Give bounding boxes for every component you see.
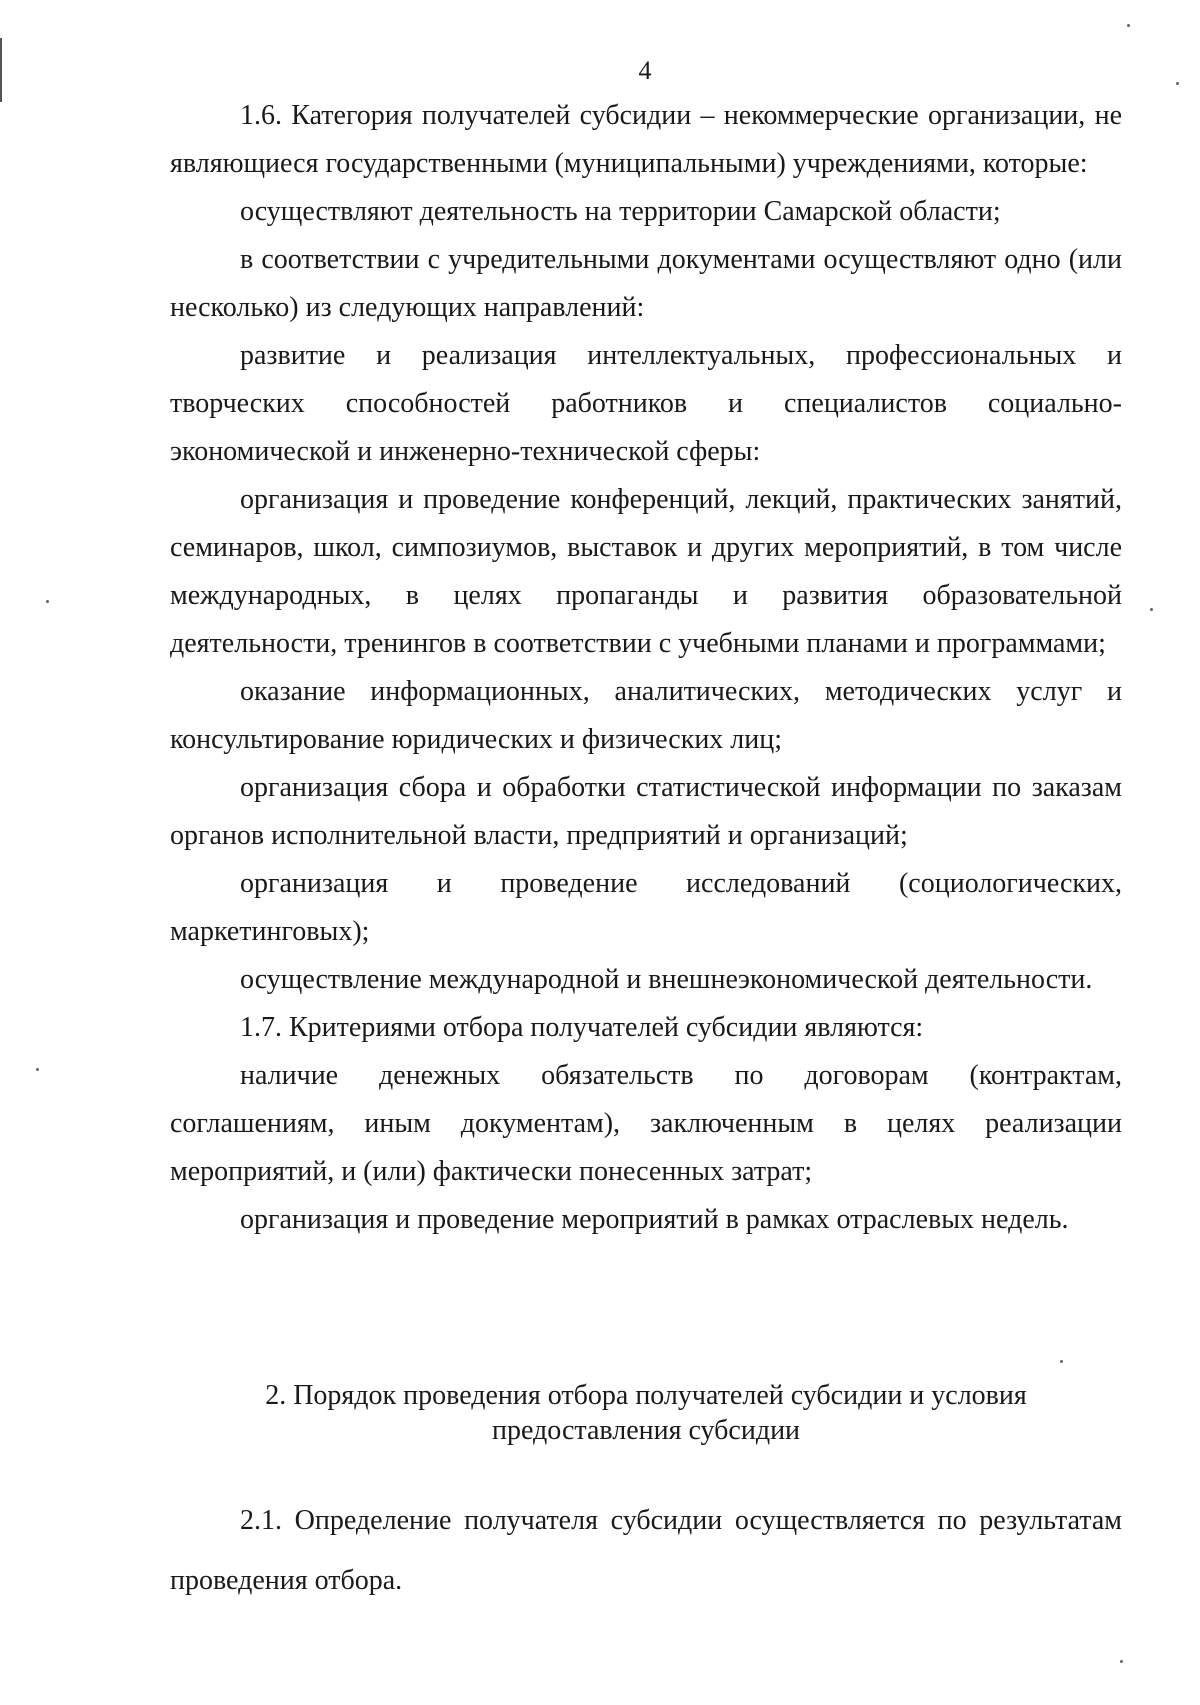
scan-speck — [1150, 608, 1153, 611]
paragraph-conferences: организация и проведение конференций, лекций, практических занятий, семинаров, школ, симпозиумов, выставок и других мероприятий, в том числе международных, в целях пропаганды и развития образовательной деятельности, тренингов в соответствии с учебными планами и программами; — [170, 484, 1122, 659]
section-2-heading — [170, 1378, 1122, 1448]
paragraph-consulting: оказание информационных, аналитических, методических услуг и консультирование юридических и физических лиц; — [170, 676, 1122, 755]
scan-speck — [46, 600, 49, 603]
scan-speck — [36, 1068, 39, 1071]
paragraph-industry-weeks: организация и проведение мероприятий в рамках отраслевых недель. — [240, 1204, 1069, 1235]
scan-speck — [1120, 1660, 1123, 1663]
page-number: 4 — [638, 56, 652, 85]
scan-speck — [1176, 82, 1179, 85]
paragraph-territory: осуществляют деятельность на территории Самарской области; — [240, 196, 1001, 227]
section-heading-line-2: предоставления субсидии — [491, 1415, 801, 1446]
paragraph-international: осуществление международной и внешнеэкономической деятельности. — [240, 964, 1093, 995]
scan-speck — [1127, 24, 1130, 27]
paragraph-statistics: организация сбора и обработки статистической информации по заказам органов исполнительной власти, предприятий и организаций; — [170, 772, 1122, 851]
document-body — [170, 92, 1122, 1244]
section-2-body — [170, 1491, 1122, 1611]
paragraph-2-1: 2.1. Определение получателя субсидии осуществляется по результатам проведения отбора. — [170, 1505, 1122, 1596]
scan-speck — [1060, 1360, 1063, 1363]
paragraph-1-7: 1.7. Критериями отбора получателей субсидии являются: — [240, 1012, 924, 1043]
paragraph-development: развитие и реализация интеллектуальных, профессиональных и творческих способностей работников и специалистов социально-экономической и инженерно-технической сферы: — [170, 340, 1122, 467]
section-heading-line-1: 2. Порядок проведения отбора получателей субсидии и условия — [265, 1380, 1027, 1411]
paragraph-1-6: 1.6. Категория получателей субсидии – некоммерческие организации, не являющиеся государственными (муниципальными) учреждениями, которые: — [170, 100, 1122, 179]
paragraph-obligations: наличие денежных обязательств по договорам (контрактам, соглашениям, иным документам), заключенным в целях реализации мероприятий, и (или) фактически понесенных затрат; — [170, 1060, 1122, 1187]
paragraph-directions: в соответствии с учредительными документами осуществляют одно (или несколько) из следующих направлений: — [170, 244, 1122, 323]
paragraph-research: организация и проведение исследований (социологических, маркетинговых); — [170, 868, 1122, 947]
